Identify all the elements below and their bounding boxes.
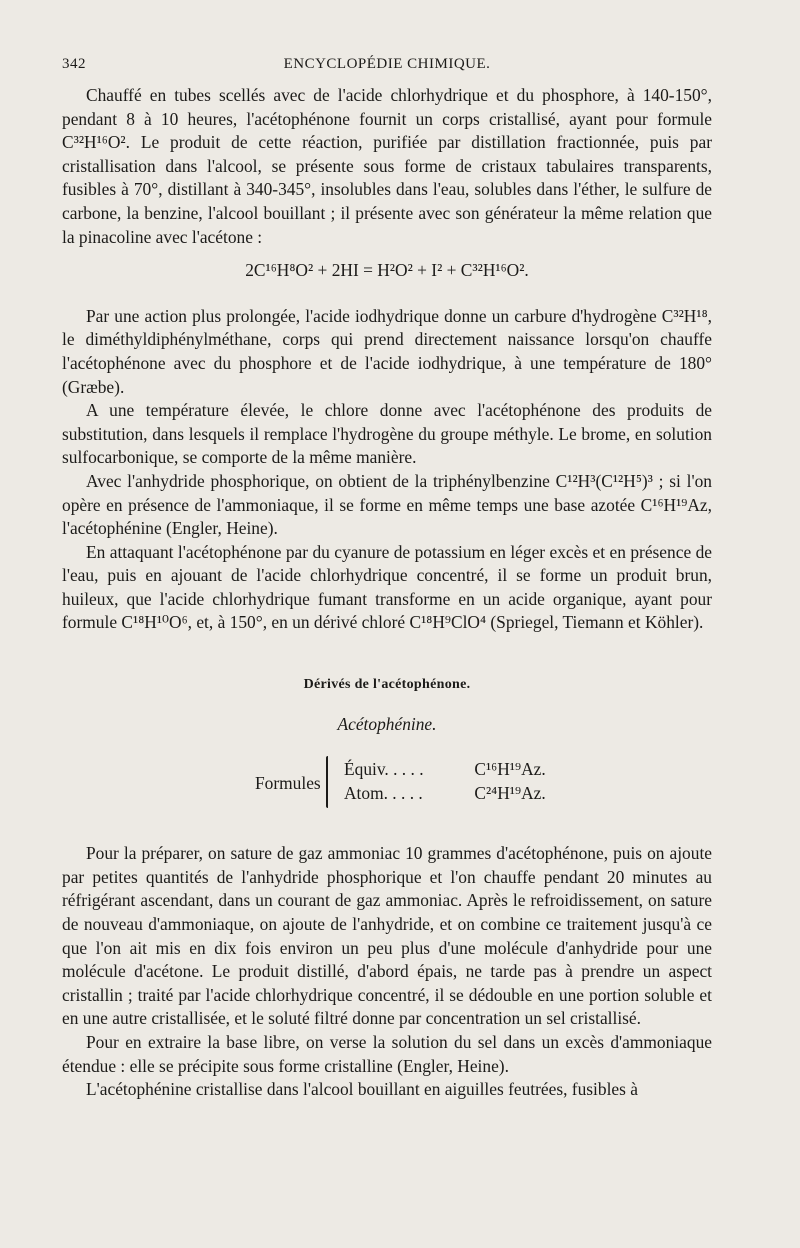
paragraph-7: Pour en extraire la base libre, on verse la solution du sel dans un excès d'ammoniaque étendue : elle se précipite sous forme cristalline (Engler, Heine). xyxy=(62,1032,712,1076)
formula-row-atom xyxy=(344,782,546,806)
reaction-equation: 2C¹⁶H⁸O² + 2HI = H²O² + I² + C³²H¹⁶O². xyxy=(245,260,529,281)
paragraph-6: Pour la préparer, on sature de gaz ammoniac 10 grammes d'acétophénone, puis on ajoute par petites quantités de l'anhydride phosphorique et l'on chauffe pendant 20 minutes au réfrigérant ascendant, dans un courant de gaz ammoniac. Après le refroidissement, on sature de nouveau d'ammoniaque, on ajoute de l'anhydride, et on combine ce traitement jusqu'à ce que l'on ait mis en dix fois environ un peu plus d'une molécule d'anhydride pour une molécule d'acétone. Le produit distillé, d'abord épais, ne tarde pas à prendre un aspect cristallin ; traité par l'acide chlorhydrique concentré, il se dédouble en une portion soluble et en une autre cristallisée, et le soluté filtré donne par concentration un sel cristallisé. xyxy=(62,843,712,1029)
paragraph-5: En attaquant l'acétophénone par du cyanure de potassium en léger excès et en présence de l'eau, puis en ajouant de l'acide chlorhydrique concentré, il se forme un produit brun, huileux, que l'acide chlorhydrique fumant transforme en un acide organique, ayant pour formule C¹⁸H¹⁰O⁶, et, à 150°, en un dérivé chloré C¹⁸H⁹ClO⁴ (Spriegel, Tiemann et Köhler). xyxy=(62,541,712,633)
page-number: 342 xyxy=(62,56,86,72)
paragraph-8: L'acétophénine cristallise dans l'alcool bouillant en aiguilles feutrées, fusibles à xyxy=(86,1079,638,1100)
paragraph-4: Avec l'anhydride phosphorique, on obtient de la triphénylbenzine C¹²H³(C¹²H⁵)³ ; si l'on opère en présence de l'ammoniaque, il se forme en même temps une base azotée C¹⁶H¹⁹Az, l'acétophénine (Engler, Heine). xyxy=(62,470,712,539)
equiv-label: Équiv. . . . . xyxy=(344,759,424,780)
paragraph-1: Chauffé en tubes scellés avec de l'acide chlorhydrique et du phosphore, à 140-150°, pendant 8 à 10 heures, l'acétophénone fournit un corps cristallisé, ayant pour formule C³²H¹⁶O². Le produit de cette réaction, purifiée par distillation fractionnée, puis par cristallisation dans l'alcool, se présente sous forme de cristaux tabulaires transparents, fusibles à 70°, distillant à 340-345°, insolubles dans l'eau, solubles dans l'éther, le sulfure de carbone, la benzine, l'alcool bouillant ; il présente avec son générateur la même relation que la pinacoline avec l'acétone : xyxy=(62,85,712,247)
section-heading: Dérivés de l'acétophénone. xyxy=(303,677,471,693)
atom-label: Atom. . . . . xyxy=(344,783,423,804)
section-subheading: Acétophénine. xyxy=(337,713,437,734)
equiv-value: C¹⁶H¹⁹Az. xyxy=(474,759,546,780)
page-header xyxy=(62,56,712,78)
formula-label: Formules xyxy=(255,773,321,794)
formula-row-equiv xyxy=(344,758,546,782)
page-body xyxy=(62,84,712,1102)
atom-value: C²⁴H¹⁹Az. xyxy=(474,783,546,804)
running-title: ENCYCLOPÉDIE CHIMIQUE. xyxy=(283,56,491,72)
brace-mark xyxy=(326,756,336,808)
paragraph-3: A une température élevée, le chlore donne avec l'acétophénone des produits de substitution, dans lesquels il remplace l'hydrogène du groupe méthyle. Le brome, en solution sulfocarbonique, se comporte de la même manière. xyxy=(62,400,712,468)
paragraph-2: Par une action plus prolongée, l'acide iodhydrique donne un carbure d'hydrogène C³²H¹⁸, le diméthyldiphénylméthane, corps qui prend directement naissance lorsqu'on chauffe l'acétophénone avec du phosphore et de l'acide iodhydrique, à une température de 180° (Græbe). xyxy=(62,305,712,397)
formula-block xyxy=(62,754,712,816)
